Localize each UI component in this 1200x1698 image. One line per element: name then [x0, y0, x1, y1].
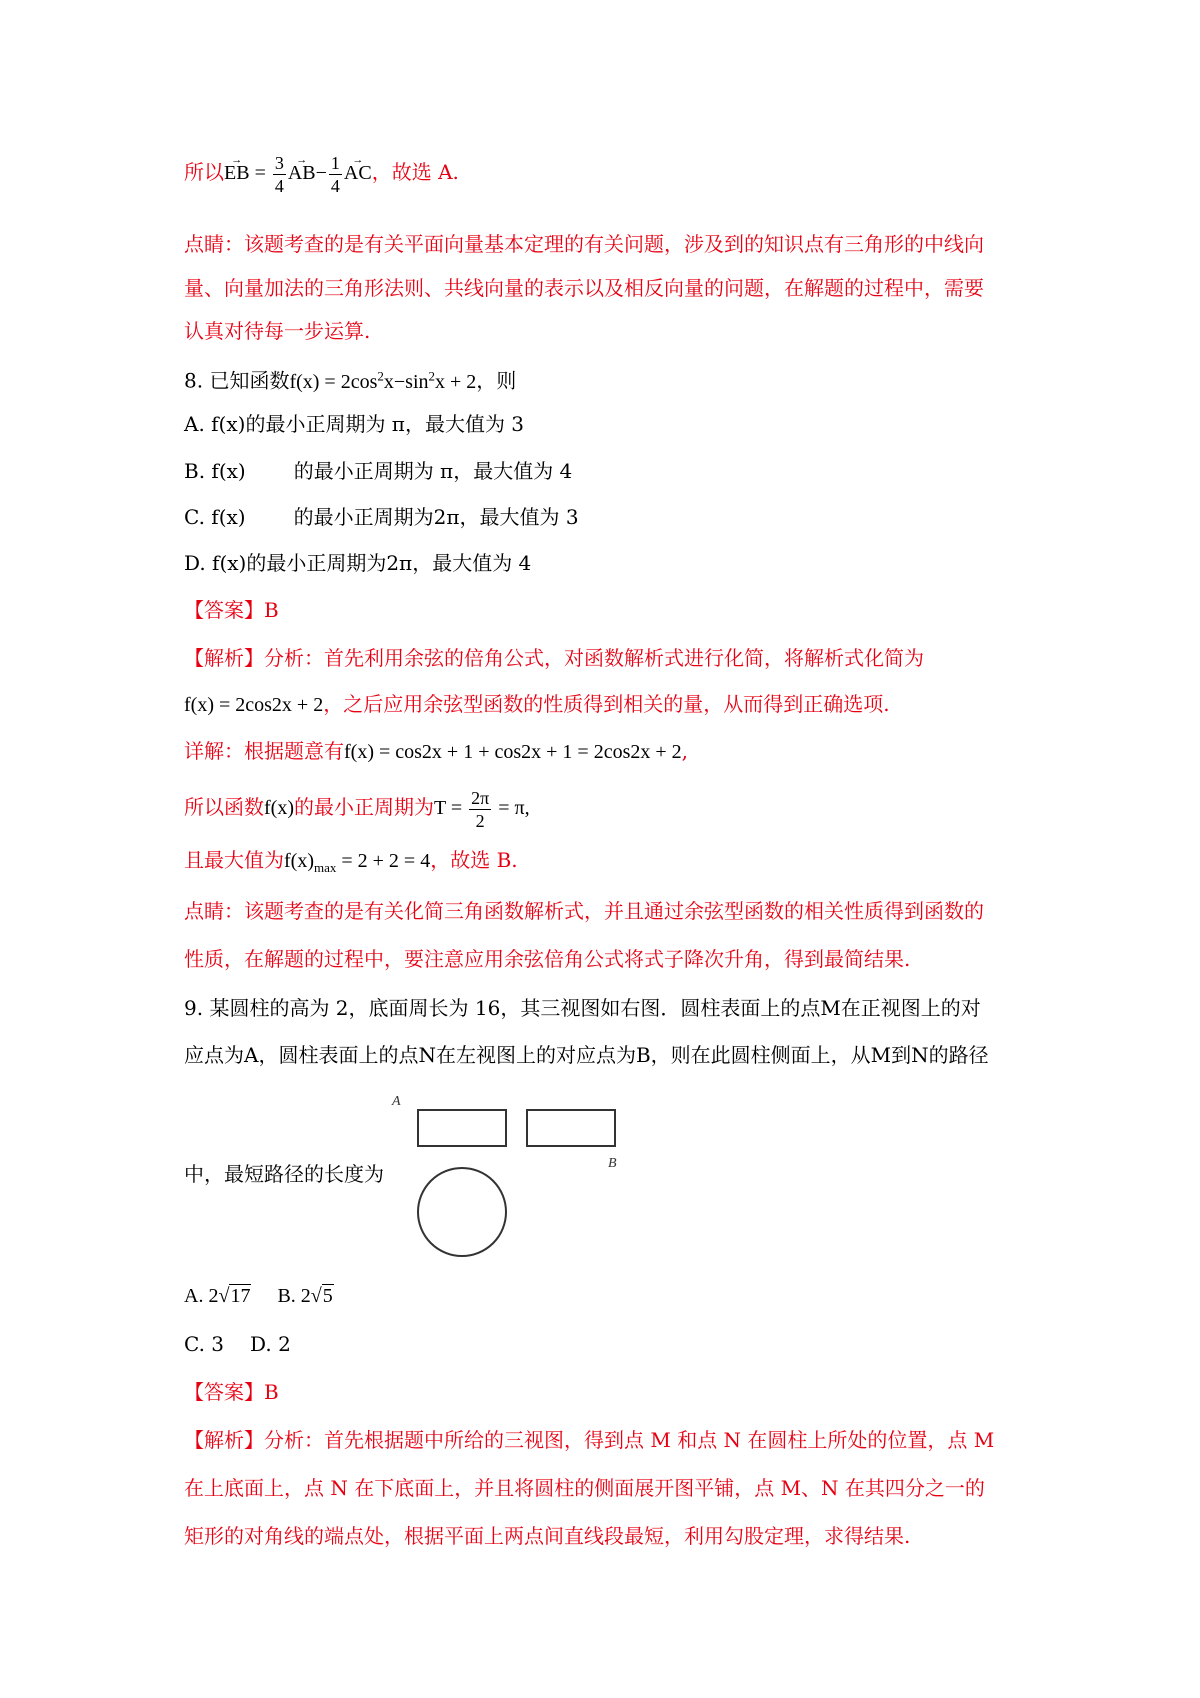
function-fx: f(x) [264, 797, 294, 820]
q8-option-c [184, 503, 1034, 531]
fraction-numerator: 2π [471, 788, 490, 808]
exponent: 2 [428, 368, 435, 383]
minus-sign: − [315, 162, 327, 185]
q7-comment-line-1: 点睛：该题考查的是有关平面向量基本定理的有关问题，涉及到的知识点有三角形的中线向 [184, 232, 984, 256]
equals-sign: = [249, 162, 271, 185]
option-b-radicand: 5 [322, 1285, 333, 1307]
detail-suffix: , [681, 739, 688, 763]
exponent: 2 [377, 368, 384, 383]
eb-suffix: ，故选 A. [371, 160, 459, 185]
q9-analysis-line-2: 在上底面上，点 N 在下底面上，并且将圆柱的侧面展开图平铺，点 M、N 在其四分之一的 [184, 1476, 985, 1500]
q8-comment-line-1: 点睛：该题考查的是有关化简三角函数解析式，并且通过余弦型函数的相关性质得到函数的 [184, 899, 984, 923]
option-text: 的最小正周期为 π，最大值为 4 [293, 459, 573, 483]
q9-option-a: A. 2√17 [184, 1285, 251, 1307]
q9-answer: 【答案】B [184, 1380, 279, 1404]
q8-analysis-line-2 [184, 690, 1034, 719]
q7-comment-line-2: 量、向量加法的三角形法则、共线向量的表示以及相反向量的问题，在解题的过程中，需要 [184, 276, 984, 300]
q9-option-c: C. 3 [184, 1332, 225, 1356]
expr-part: x−sin [383, 370, 429, 393]
fraction-three-quarters [273, 152, 286, 197]
q9-options-ab [184, 1281, 1034, 1310]
q9-options-cd [184, 1330, 1034, 1358]
vector-ab: → AB [288, 159, 316, 187]
top-view-circle [418, 1168, 506, 1256]
vector-eb: → EB [224, 159, 250, 187]
q8-period [184, 787, 1034, 832]
fraction-one-quarter [329, 152, 342, 197]
q8-max [184, 846, 1034, 882]
q9-analysis-line-3: 矩形的对角线的端点处，根据平面上两点间直线段最短，利用勾股定理，求得结果. [184, 1524, 911, 1548]
q8-stem-suffix: ，则 [476, 368, 517, 393]
q8-answer: 【答案】B [184, 598, 279, 622]
q9-analysis-line-1: 【解析】分析：首先根据题中所给的三视图，得到点 M 和点 N 在圆柱上所处的位置，点 M [184, 1428, 995, 1452]
detail-expression: f(x) = cos2x + 1 + cos2x + 1 = 2cos2x + 2 [344, 741, 682, 763]
q9-stem-line-1: 9. 某圆柱的高为 2，底面周长为 16，其三视图如右图．圆柱表面上的点M在正视图上的对 [184, 996, 981, 1020]
fraction-numerator: 1 [330, 153, 340, 173]
q8-stem-prefix: 8. 已知函数 [184, 368, 290, 393]
fraction-numerator: 3 [274, 153, 284, 173]
label-b: B [608, 1156, 617, 1171]
expr-part: x + 2 [435, 370, 477, 393]
q8-detail [184, 737, 1034, 766]
option-a-prefix: A. 2 [184, 1285, 219, 1307]
q9-stem-line-3: 中，最短路径的长度为 [184, 1162, 384, 1186]
fraction-denominator: 4 [330, 176, 340, 196]
q8-option-b [184, 457, 1034, 485]
q8-function-expression [289, 368, 477, 393]
max-formula [284, 850, 431, 875]
max-prefix: 且最大值为 [184, 848, 284, 872]
max-equation: = 2 + 2 = 4 [336, 850, 431, 872]
period-formula [433, 788, 530, 831]
max-suffix: ，故选 B. [430, 848, 518, 872]
side-view-rect [527, 1110, 615, 1146]
fraction-denominator: 4 [274, 176, 284, 196]
three-view-figure [390, 1085, 630, 1265]
period-end: = π, [493, 797, 530, 820]
option-text: 的最小正周期为2π，最大值为 3 [293, 505, 579, 529]
simplified-expression: f(x) = 2cos2x + 2 [184, 694, 324, 716]
eb-conclusion [184, 152, 1034, 197]
q8-comment-line-2: 性质，在解题的过程中，要注意应用余弦倍角公式将式子降次升角，得到最简结果. [184, 947, 911, 971]
max-subscript: max [313, 860, 337, 875]
q9-stem-line-2: 应点为A，圆柱表面上的点N在左视图上的对应点为B，则在此圆柱侧面上，从M到N的路径 [184, 1043, 989, 1067]
q8-stem [184, 362, 1034, 396]
period-mid: 的最小正周期为 [293, 795, 434, 820]
q8-option-a: A. f(x)的最小正周期为 π，最大值为 3 [184, 412, 525, 436]
function-fx: f(x) [284, 850, 314, 872]
option-b-prefix: B. 2 [277, 1285, 311, 1307]
q8-analysis-line-1: 【解析】分析：首先利用余弦的倍角公式，对函数解析式进行化简，将解析式化简为 [184, 646, 924, 670]
fraction-two-pi-over-two [469, 787, 491, 832]
front-view-rect [418, 1110, 506, 1146]
detail-prefix: 详解：根据题意有 [184, 739, 344, 763]
period-t: T = [433, 797, 468, 820]
option-label: C. f(x) [184, 505, 246, 529]
option-a-radicand: 17 [230, 1285, 251, 1307]
vector-ac: → AC [344, 159, 372, 187]
analysis-text: ，之后应用余弦型函数的性质得到相关的量，从而得到正确选项. [323, 692, 890, 716]
option-label: B. f(x) [184, 459, 246, 483]
expr-part: f(x) = 2cos [289, 370, 378, 393]
period-prefix: 所以函数 [184, 795, 264, 820]
q7-comment-line-3: 认真对待每一步运算. [184, 319, 371, 343]
label-a: A [392, 1094, 401, 1109]
q8-option-d: D. f(x)的最小正周期为2π，最大值为 4 [184, 551, 532, 575]
eb-prefix: 所以 [184, 160, 224, 185]
q9-option-b: B. 2√5 [277, 1285, 333, 1307]
q9-option-d: D. 2 [250, 1332, 291, 1356]
fraction-denominator: 2 [475, 811, 485, 831]
